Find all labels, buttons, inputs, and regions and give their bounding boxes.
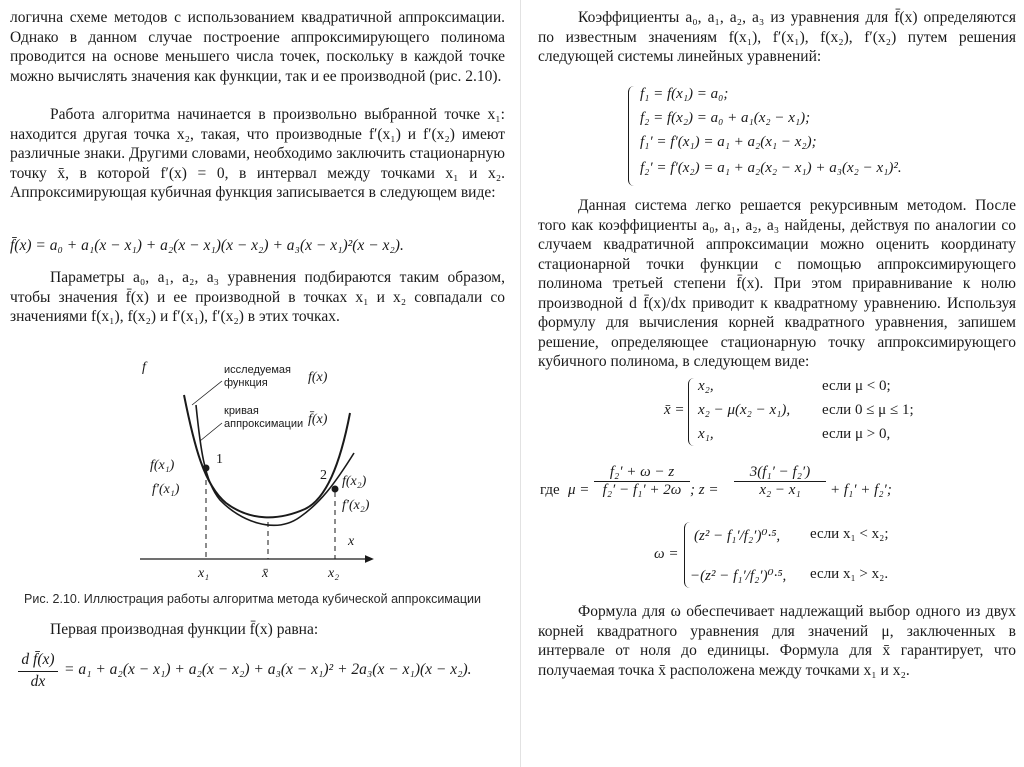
mu-numerator: f₂′ + ω − z	[594, 464, 690, 482]
paragraph-intro: логична схеме методов с использованием квадратичной аппроксимации. Однако в данном случае построение аппроксимирующего полинома проводится на основе меньшего числа точек, поскольку в каждой точке можно вычислять значения как функции, так и ее производной (рис. 2.10).	[10, 9, 505, 85]
omega-lhs: ω =	[654, 546, 679, 562]
point-1-label: 1	[216, 452, 223, 467]
system1-eq4: f₂′ = f′(x₂) = a₁ + a₂(x₂ − x₁) + a₃(x₂ − x₁)².	[640, 160, 902, 176]
point-2	[332, 486, 339, 493]
system2-brace	[688, 378, 697, 446]
label-fx: f(x)	[308, 370, 328, 385]
z-fraction	[734, 464, 826, 499]
label-fprime-x1: f′(x₁)	[152, 482, 180, 497]
xbar-case3-cond: если μ > 0,	[822, 426, 891, 442]
system1-eq1: f₁ = f(x₁) = a₀;	[640, 86, 729, 102]
xbar-case2-expr: x₂ − μ(x₂ − x₁),	[698, 402, 791, 418]
z-numerator: 3(f₁′ − f₂′)	[734, 464, 826, 482]
system1-eq2: f₂ = f(x₂) = a₀ + a₁(x₂ − x₁);	[640, 110, 811, 126]
label-approx-curve-1: кривая	[224, 405, 259, 417]
figure-caption: Рис. 2.10. Иллюстрация работы алгоритма метода кубической аппроксимации	[24, 592, 481, 606]
omega-case2-cond: если x₁ > x₂.	[810, 566, 889, 582]
label-studied-function-2: функция	[224, 377, 268, 389]
omega-case1-expr: (z² − f₁′/f₂′)⁰·⁵,	[694, 528, 781, 544]
paragraph-coefficients: Коэффициенты a₀, a₁, a₂, a₃ из уравнения для f̄(x) определяются по известным значениям f(x₁), f′(x₁), f(x₂), f′(x₂) путем решения следующей системы линейных уравнений:	[538, 9, 1016, 65]
tick-xbar: x̄	[262, 566, 269, 581]
label-approx-curve-2: аппроксимации	[224, 418, 304, 430]
omega-case2-expr: −(z² − f₁′/f₂′)⁰·⁵,	[690, 568, 787, 584]
label-f-x1: f(x₁)	[150, 458, 175, 473]
z-denominator: x₂ − x₁	[759, 482, 801, 498]
point-2-label: 2	[320, 468, 327, 483]
x-axis-label: x	[348, 534, 355, 549]
paragraph-parameters: Параметры a₀, a₁, a₂, a₃ уравнения подбираются таким образом, чтобы значения f̄(x) и ее производной в точках x₁ и x₂ совпадали со значениями f(x₁), f(x₂) и f′(x₁), f′(x₂) в этих точках.	[10, 269, 505, 325]
z-lhs: ; z =	[690, 482, 719, 498]
xbar-case1-cond: если μ < 0;	[822, 378, 891, 394]
label-studied-function-1: исследуемая	[224, 364, 291, 376]
xbar-case3-expr: x₁,	[698, 426, 714, 442]
xbar-case1-expr: x₂,	[698, 378, 714, 394]
where-label: где	[540, 482, 560, 498]
system1-brace	[628, 86, 637, 186]
system1-eq3: f₁′ = f′(x₁) = a₁ + a₂(x₁ − x₂);	[640, 134, 817, 150]
formula-derivative-rhs: = a₁ + a₂(x − x₁) + a₂(x − x₂) + a₃(x − x₁)² + 2a₃(x − x₁)(x − x₂).	[64, 661, 472, 678]
paragraph-derivative: Первая производная функции f̄(x) равна:	[50, 621, 319, 638]
formula-cubic-approx: f̄(x) = a₀ + a₁(x − x₁) + a₂(x − x₁)(x − x₂) + a₃(x − x₁)²(x − x₂).	[10, 237, 404, 254]
tick-x1: x₁	[198, 566, 210, 581]
derivative-fraction	[18, 650, 58, 691]
pointer-approx	[200, 423, 222, 441]
paragraph-algorithm: Работа алгоритма начинается в произвольно выбранной точке x₁: находится другая точка x₂, такая, что производные f′(x₁) и f′(x₂) имеют различные знаки. Другими словами, необходимо заключить стационарную точку x̄, в которой f′(x) = 0, в интервал между точками x₁ и x₂. Аппроксимирующая кубичная функция записывается в следующем виде:	[10, 106, 505, 201]
pointer-studied	[192, 381, 222, 405]
point-1	[203, 465, 210, 472]
label-fprime-x2: f′(x₂)	[342, 498, 370, 513]
paragraph-solution: Данная система легко решается рекурсивным методом. После того как коэффициенты a₀, a₁, a₂, a₃ найдены, действуя по аналогии со случаем квадратичной аппроксимации можно оценить координату стационарной точки функции с помощью аппроксимирующего полинома третьей степени f̄(x). При этом приравнивание к нолю производной d f̄(x)/dx приводит к квадратному уравнению. Используя формулу для вычисления корней квадратного уравнения, запишем решение, определяющее стационарную точку аппроксимирующего кубичного полинома, в следующем виде:	[538, 197, 1016, 370]
mu-denominator: f₂′ − f₁′ + 2ω	[602, 482, 682, 498]
mu-fraction	[594, 464, 690, 499]
column-divider	[520, 0, 521, 767]
z-tail: + f₁′ + f₂′;	[830, 482, 892, 498]
xbar-case2-cond: если 0 ≤ μ ≤ 1;	[822, 402, 914, 418]
label-f-x2: f(x₂)	[342, 474, 367, 489]
figure-cubic-approx	[140, 345, 380, 585]
paragraph-omega: Формула для ω обеспечивает надлежащий выбор одного из двух корней квадратного уравнения для значений μ, заключенных в интервале от ноля до единицы. Формула для x̄ гарантирует, что получаемая точка x̄ расположена между точками x₁ и x₂.	[538, 603, 1016, 679]
y-axis-label: f	[142, 360, 146, 375]
omega-case1-cond: если x₁ < x₂;	[810, 526, 889, 542]
tick-x2: x₂	[328, 566, 340, 581]
mu-lhs: μ =	[568, 482, 590, 498]
xbar-lhs: x̄ =	[664, 402, 685, 418]
derivative-denominator: dx	[30, 672, 46, 690]
label-fbar: f̄(x)	[308, 412, 328, 427]
derivative-numerator: d f̄(x)	[18, 650, 58, 672]
